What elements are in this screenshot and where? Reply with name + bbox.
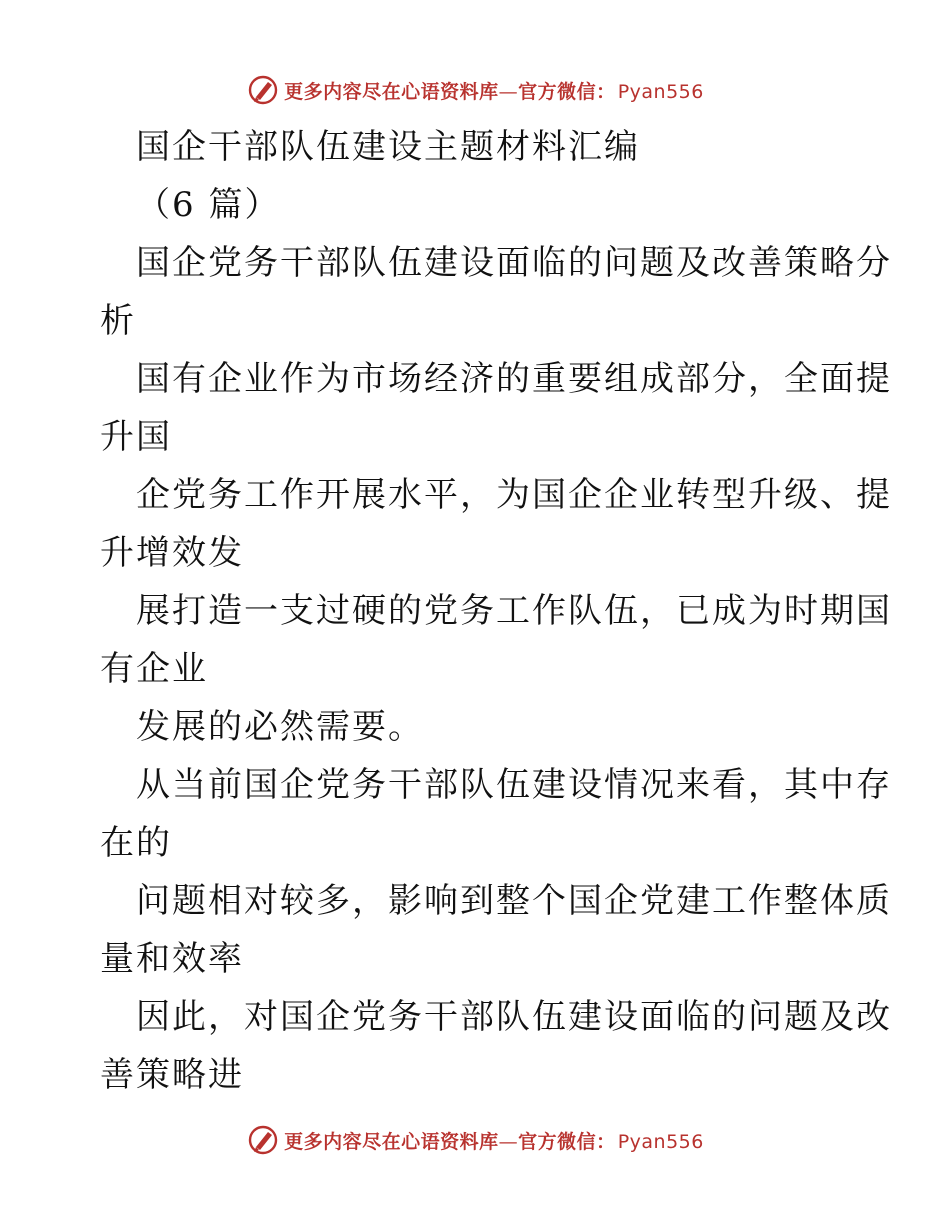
watermark-site-text: 更多内容尽在心语资料库 [284, 1130, 499, 1153]
text-line: 量和效率 [100, 939, 244, 979]
watermark-separator: — [498, 1130, 519, 1153]
watermark-separator: — [498, 80, 519, 103]
watermark-text [284, 1127, 704, 1154]
text-line: 企党务工作开展水平，为国企企业转型升级、提 [136, 475, 892, 515]
text-line: 展打造一支过硬的党务工作队伍，已成为时期国 [136, 591, 892, 631]
text-line: 升国 [100, 417, 172, 457]
document-subtitle: （6 篇） [136, 185, 281, 225]
text-line: 因此，对国企党务干部队伍建设面临的问题及改 [136, 997, 892, 1037]
text-line: 善策略进 [100, 1055, 244, 1095]
watermark-wechat-id: Pyan556 [617, 80, 704, 103]
document-title: 国企干部队伍建设主题材料汇编 [136, 127, 640, 167]
pen-logo-icon [246, 1123, 280, 1157]
footer-watermark [0, 1120, 950, 1160]
text-line: 发展的必然需要。 [136, 707, 424, 747]
pen-logo-icon [246, 73, 280, 107]
watermark-wechat-id: Pyan556 [617, 1130, 704, 1153]
document-body [100, 118, 892, 1104]
text-line: 升增效发 [100, 533, 244, 573]
text-line: 在的 [100, 823, 172, 863]
text-line: 国企党务干部队伍建设面临的问题及改善策略分 [136, 243, 892, 283]
watermark-text [284, 77, 704, 104]
watermark-site-text: 更多内容尽在心语资料库 [284, 80, 499, 103]
watermark-wechat-label: 官方微信： [518, 80, 616, 103]
header-watermark [0, 70, 950, 110]
watermark-wechat-label: 官方微信： [518, 1130, 616, 1153]
text-line: 国有企业作为市场经济的重要组成部分，全面提 [136, 359, 892, 399]
text-line: 析 [100, 301, 136, 341]
text-line: 从当前国企党务干部队伍建设情况来看，其中存 [136, 765, 892, 805]
text-line: 有企业 [100, 649, 208, 689]
text-line: 问题相对较多，影响到整个国企党建工作整体质 [136, 881, 892, 921]
